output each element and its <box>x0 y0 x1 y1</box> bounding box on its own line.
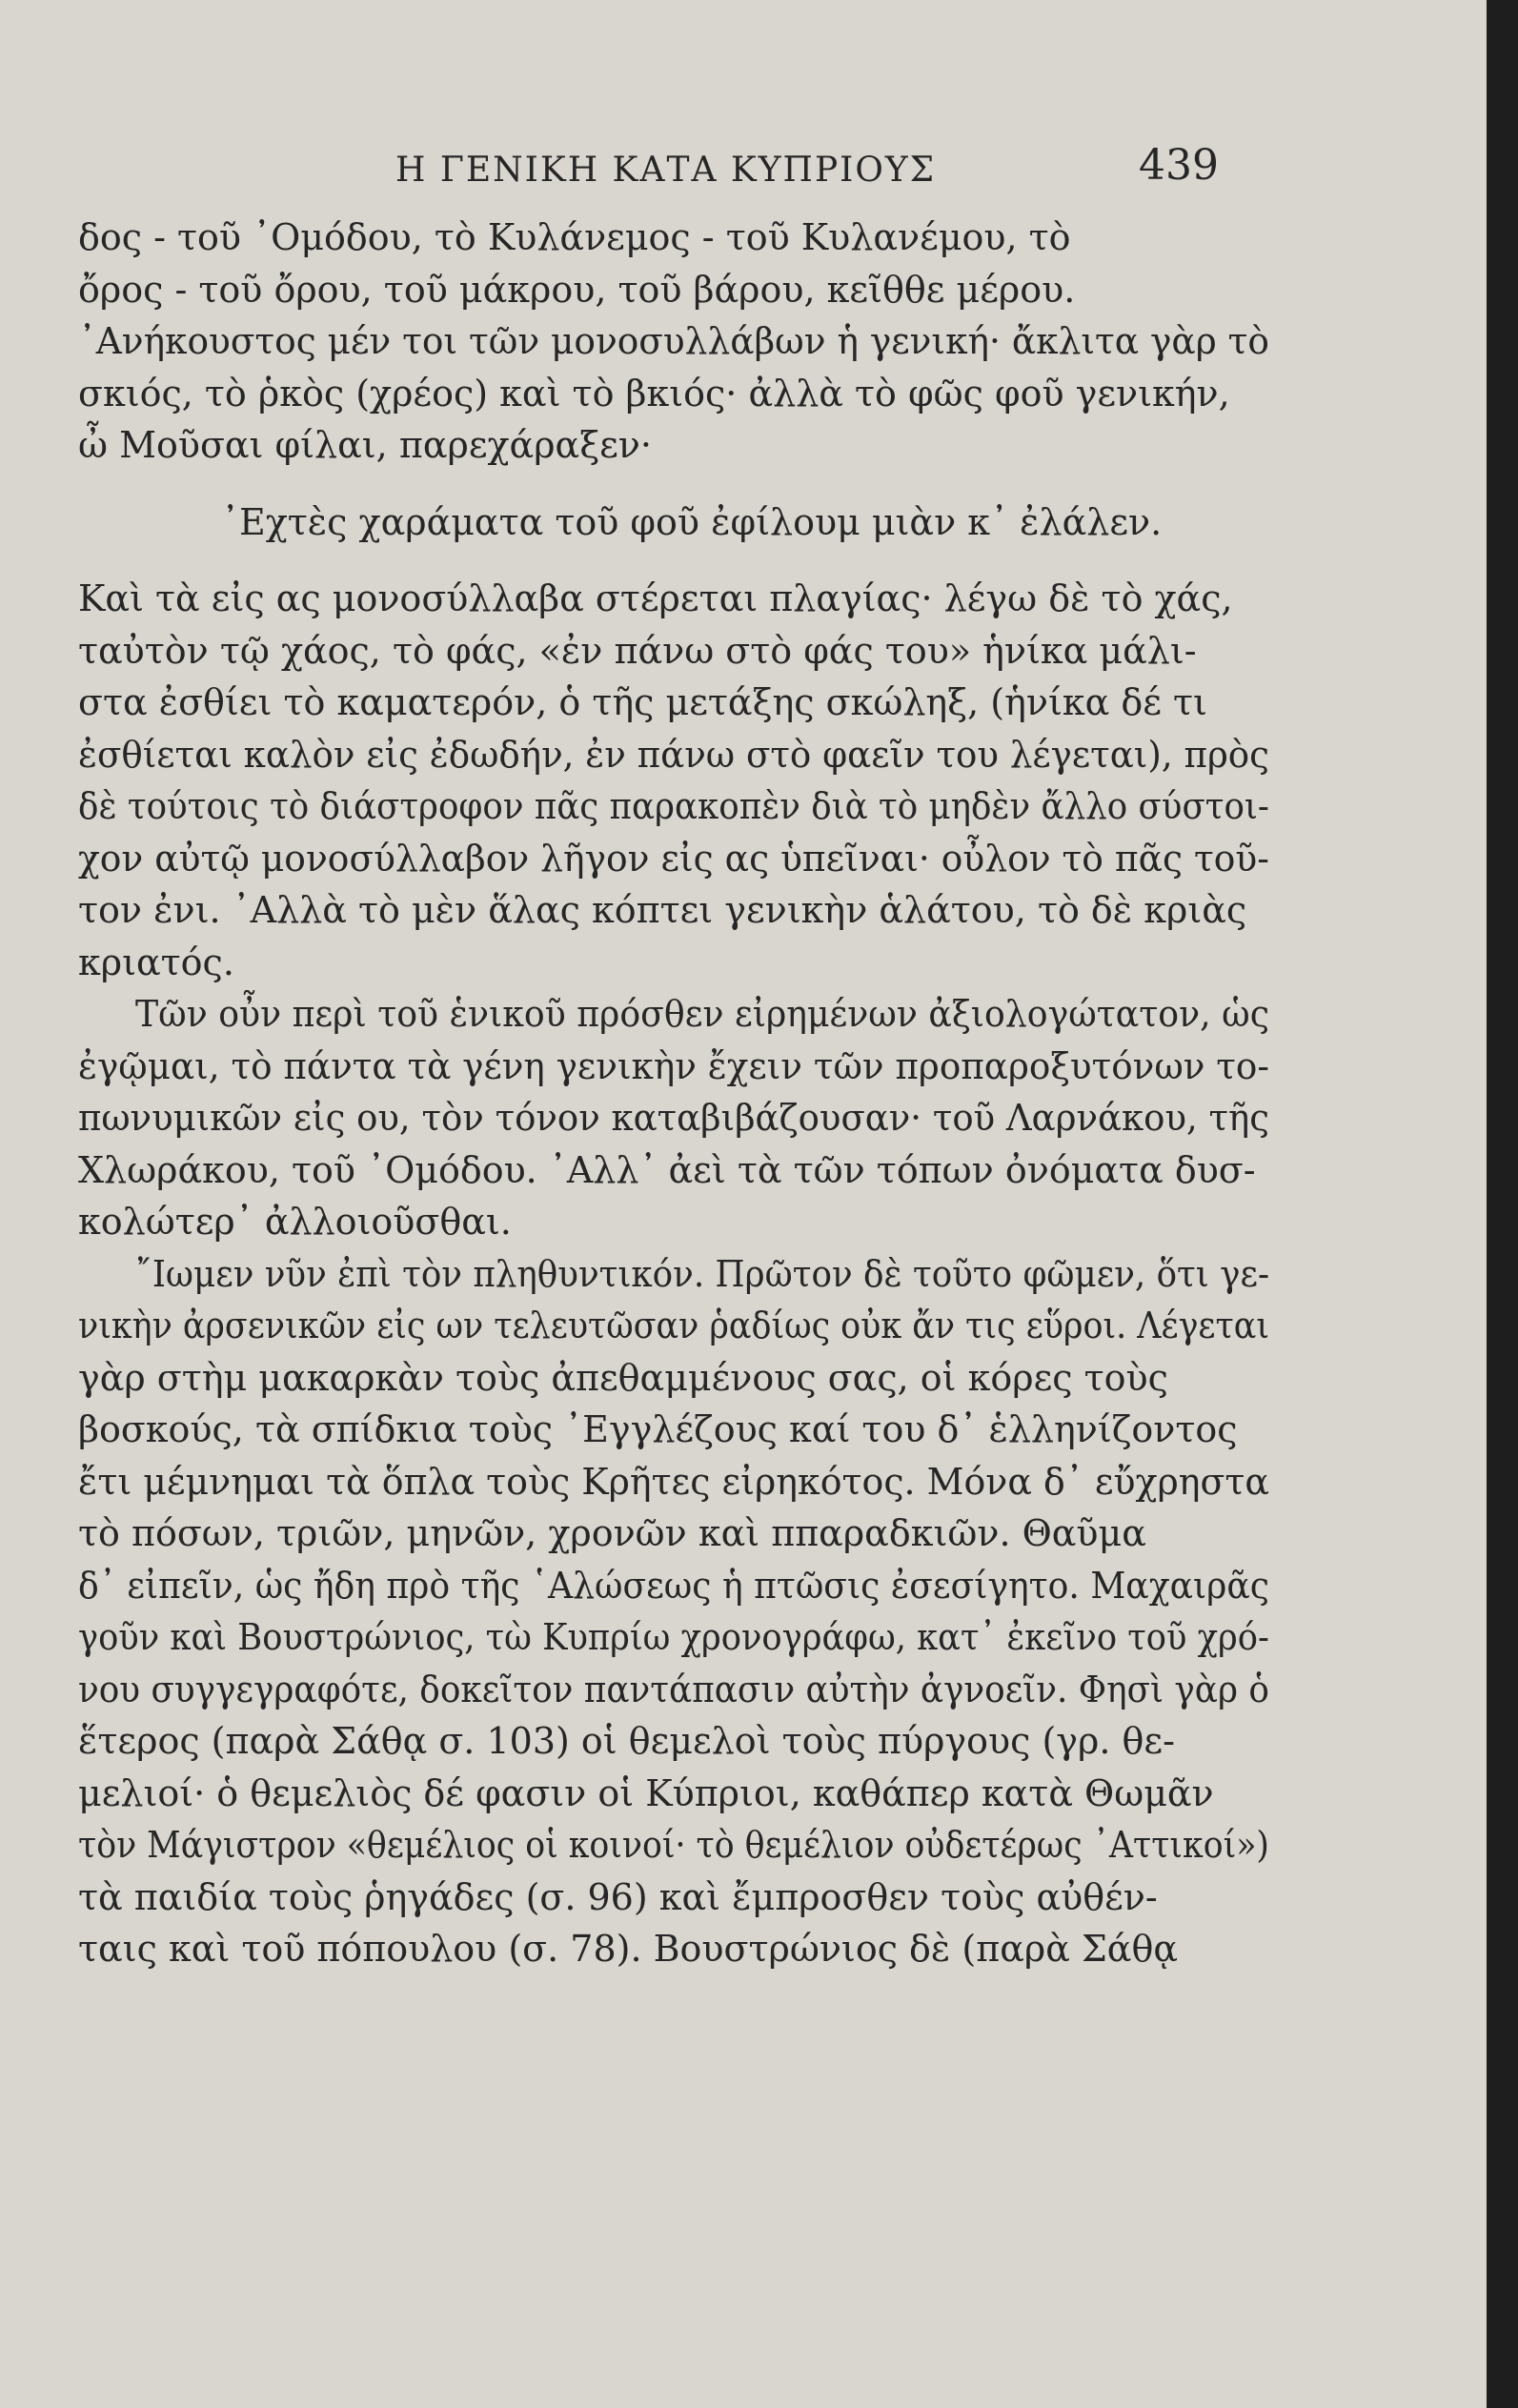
text-line: κολώτερ᾿ ἀλλοιοῦσθαι. <box>78 1201 512 1243</box>
page-edge <box>1487 0 1518 2408</box>
text-line: ἔτι μέμνημαι τὰ ὅπλα τοὺς Κρῆτες εἰρηκότος. Μόνα δ᾿ εὔχρηστα <box>78 1460 1269 1503</box>
text-line: ἕτερος (παρὰ Σάθᾳ σ. 103) οἱ θεμελοὶ τοὺς πύργους (γρ. θε- <box>78 1720 1175 1762</box>
text-line: σκιός, τὸ ῥκὸς (χρέος) καὶ τὸ βκιός· ἀλλὰ τὸ φῶς φοῦ γενικήν, <box>78 372 1230 415</box>
text-line: ἐγῷμαι, τὸ πάντα τὰ γένη γενικὴν ἔχειν τῶν προπαροξυτόνων το- <box>78 1044 1269 1087</box>
text-line: κριατός. <box>78 941 234 983</box>
text-line: ὄρος - τοῦ ὄρου, τοῦ μάκρου, τοῦ βάρου, κεῖθθε μέρου. <box>78 268 1076 311</box>
text-line: γὰρ στὴμ μακαρκὰν τοὺς ἀπεθαμμένους σας, οἱ κόρες τοὺς <box>78 1356 1168 1399</box>
paragraph-start: Τῶν οὖν περὶ τοῦ ἑνικοῦ πρόσθεν εἰρημένων ἀξιολογώτατον, ὡς <box>135 993 1269 1035</box>
text-line: τον ἐνι. ᾿Αλλὰ τὸ μὲν ἅλας κόπτει γενικὴν ἁλάτου, τὸ δὲ κριὰς <box>78 889 1247 931</box>
page-header <box>0 141 1487 198</box>
text-line: δος - τοῦ ᾿Ομόδου, τὸ Κυλάνεμος - τοῦ Κυλανέμου, τὸ <box>78 216 1071 258</box>
verse-quote: ᾿Εχτὲς χαράματα τοῦ φοῦ ἐφίλουμ μιὰν κ᾿ ἐλάλεν. <box>221 500 1163 543</box>
text-line: ταις καὶ τοῦ πόπουλου (σ. 78). Βουστρώνιος δὲ (παρὰ Σάθᾳ <box>78 1928 1179 1970</box>
text-line: γοῦν καὶ Βουστρώνιος, τὼ Κυπρίω χρονογράφω, κατ᾿ ἐκεῖνο τοῦ χρό- <box>78 1616 1269 1658</box>
text-line: τὰ παιδία τοὺς ῥηγάδες (σ. 96) καὶ ἔμπροσθεν τοὺς αὐθέν- <box>78 1875 1158 1918</box>
text-line: ὦ Μοῦσαι φίλαι, παρεχάραξεν· <box>78 424 652 466</box>
text-line: ᾿Ανήκουστος μέν τοι τῶν μονοσυλλάβων ἡ γενική· ἄκλιτα γὰρ τὸ <box>78 320 1269 362</box>
text-line: βοσκούς, τὰ σπίδκια τοὺς ᾿Εγγλέζους καί του δ᾿ ἑλληνίζοντος <box>78 1408 1238 1450</box>
running-head: Η ΓΕΝΙΚΗ ΚΑΤΑ ΚΥΠΡΙΟΥΣ <box>395 151 937 190</box>
text-line: νου συγγεγραφότε, δοκεῖτον παντάπασιν αὐτὴν ἀγνοεῖν. Φησὶ γὰρ ὁ <box>78 1668 1269 1710</box>
text-line: πωνυμικῶν εἰς ου, τὸν τόνον καταβιβάζουσαν· τοῦ Λαρνάκου, τῆς <box>78 1097 1269 1139</box>
page-number: 439 <box>1139 141 1219 190</box>
text-line: στα ἐσθίει τὸ καματερόν, ὁ τῆς μετάξης σκώληξ, (ἡνίκα δέ τι <box>78 681 1207 723</box>
text-line: νικὴν ἀρσενικῶν εἰς ων τελευτῶσαν ῥαδίως οὐκ ἄν τις εὕροι. Λέγεται <box>78 1305 1269 1346</box>
paragraph-start: ῎Ιωμεν νῦν ἐπὶ τὸν πληθυντικόν. Πρῶτον δὲ τοῦτο φῶμεν, ὅτι γε- <box>135 1252 1269 1295</box>
text-line: μελιοί· ὁ θεμελιὸς δέ φασιν οἱ Κύπριοι, καθάπερ κατὰ Θωμᾶν <box>78 1771 1214 1814</box>
text-line: Χλωράκου, τοῦ ᾿Ομόδου. ᾿Αλλ᾿ ἀεὶ τὰ τῶν τόπων ὀνόματα δυσ- <box>78 1148 1256 1191</box>
text-line: τὸ πόσων, τριῶν, μηνῶν, χρονῶν καὶ ππαραδκιῶν. Θαῦμα <box>78 1512 1146 1554</box>
text-line: ἐσθίεται καλὸν εἰς ἐδωδήν, ἐν πάνω στὸ φαεῖν του λέγεται), πρὸς <box>78 733 1269 776</box>
text-line: χον αὐτῷ μονοσύλλαβον λῆγον εἰς ας ὑπεῖναι· οὖλον τὸ πᾶς τοῦ- <box>78 837 1269 880</box>
text-line: τὸν Μάγιστρον «θεμέλιος οἱ κοινοί· τὸ θεμέλιον οὐδετέρως ᾿Αττικοί») <box>78 1824 1269 1866</box>
text-line: ταὐτὸν τῷ χάος, τὸ φάς, «ἐν πάνω στὸ φάς του» ἡνίκα μάλι- <box>78 629 1197 672</box>
text-line: δ᾿ εἰπεῖν, ὡς ἤδη πρὸ τῆς ῾Αλώσεως ἡ πτῶσις ἐσεσίγητο. Μαχαιρᾶς <box>78 1564 1269 1607</box>
text-line: Καὶ τὰ εἰς ας μονοσύλλαβα στέρεται πλαγίας· λέγω δὲ τὸ χάς, <box>78 577 1233 619</box>
text-line: δὲ τούτοις τὸ διάστροφον πᾶς παρακοπὲν διὰ τὸ μηδὲν ἄλλο σύστοι- <box>78 785 1269 827</box>
body-text <box>78 212 1269 1975</box>
